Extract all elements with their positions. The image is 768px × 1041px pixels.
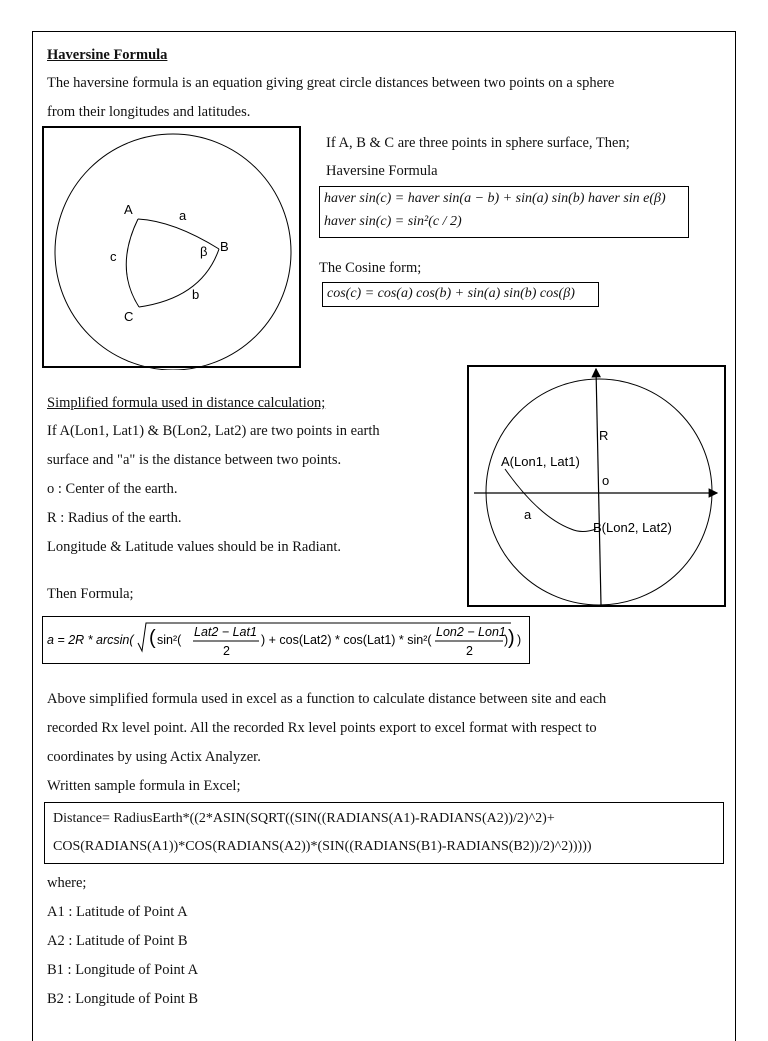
cosine-subtitle: The Cosine form; bbox=[319, 260, 422, 276]
point-b-label: B(Lon2, Lat2) bbox=[593, 520, 672, 535]
formula-term-2: ) + cos(Lat2) * cos(Lat1) * sin²( bbox=[261, 633, 432, 647]
angle-beta-label: β bbox=[200, 244, 208, 259]
main-formula-svg bbox=[43, 617, 527, 661]
open-bracket: ( bbox=[149, 627, 156, 649]
distance-a-label: a bbox=[524, 507, 532, 522]
arc-c bbox=[126, 219, 139, 307]
haversine-equation-box bbox=[319, 186, 689, 238]
side-c-label: c bbox=[110, 249, 117, 264]
cosine-equation: cos(c) = cos(a) cos(b) + sin(a) sin(b) cos(β) bbox=[327, 286, 575, 301]
side-b-label: b bbox=[192, 287, 200, 302]
section-heading: Haversine Formula bbox=[47, 47, 168, 63]
side-a-label: a bbox=[179, 208, 187, 223]
simplified-line-4: R : Radius of the earth. bbox=[47, 510, 182, 526]
paragraph-line-1: Above simplified formula used in excel as a function to calculate distance between site and each bbox=[47, 691, 607, 707]
points-text: If A, B & C are three points in sphere surface, Then; bbox=[326, 135, 630, 151]
simplified-line-5: Longitude & Latitude values should be in Radiant. bbox=[47, 539, 341, 555]
formula-term-1: sin²( bbox=[157, 633, 182, 647]
fraction-2-denominator: 2 bbox=[466, 644, 473, 658]
spherical-triangle-figure bbox=[42, 126, 301, 368]
intro-line-1: The haversine formula is an equation giving great circle distances between two points on a sphere bbox=[47, 75, 615, 91]
fraction-1-denominator: 2 bbox=[223, 644, 230, 658]
paragraph-line-3: coordinates by using Actix Analyzer. bbox=[47, 749, 261, 765]
vertex-c-label: C bbox=[124, 309, 134, 324]
radius-label: R bbox=[599, 428, 609, 443]
sphere-circle bbox=[55, 134, 291, 370]
main-formula-box bbox=[42, 616, 530, 664]
haversine-subtitle: Haversine Formula bbox=[326, 163, 438, 179]
formula-close: ) bbox=[517, 633, 522, 647]
definition-b2: B2 : Longitude of Point B bbox=[47, 991, 199, 1007]
formula-term-3: ) bbox=[504, 633, 509, 647]
earth-figure bbox=[467, 365, 726, 607]
spherical-triangle-svg bbox=[44, 128, 303, 370]
cosine-equation-box bbox=[322, 282, 599, 307]
paragraph-line-4: Written sample formula in Excel; bbox=[47, 778, 241, 794]
vertex-b-label: B bbox=[220, 239, 229, 254]
point-a-label: A(Lon1, Lat1) bbox=[501, 454, 580, 469]
simplified-line-3: o : Center of the earth. bbox=[47, 481, 178, 497]
definition-b1: B1 : Longitude of Point A bbox=[47, 962, 199, 978]
where-label: where; bbox=[47, 875, 87, 891]
then-formula-label: Then Formula; bbox=[47, 586, 134, 602]
excel-formula-line-2: COS(RADIANS(A1))*COS(RADIANS(A2))*(SIN((RADIANS(B1)-RADIANS(B2))/2)^2))))) bbox=[53, 839, 592, 854]
definition-a2: A2 : Latitude of Point B bbox=[47, 933, 188, 949]
vertical-axis bbox=[596, 369, 601, 605]
simplified-title: Simplified formula used in distance calculation; bbox=[47, 395, 326, 411]
intro-line-2: from their longitudes and latitudes. bbox=[47, 104, 251, 120]
simplified-line-1: If A(Lon1, Lat1) & B(Lon2, Lat2) are two points in earth bbox=[47, 423, 380, 439]
center-o-label: o bbox=[602, 473, 610, 488]
close-bracket: ) bbox=[508, 627, 515, 649]
excel-formula-box bbox=[44, 802, 724, 864]
distance-arc bbox=[505, 469, 596, 532]
vertex-a-label: A bbox=[124, 202, 133, 217]
haversine-equation-1: haver sin(c) = haver sin(a − b) + sin(a) sin(b) haver sin e(β) bbox=[324, 191, 666, 206]
haversine-equation-2: haver sin(c) = sin²(c / 2) bbox=[324, 214, 462, 229]
earth-svg bbox=[469, 367, 728, 609]
fraction-1-numerator: Lat2 − Lat1 bbox=[194, 625, 257, 639]
fraction-2-numerator: Lon2 − Lon1 bbox=[436, 625, 506, 639]
paragraph-line-2: recorded Rx level point. All the recorded Rx level points export to excel format with respect to bbox=[47, 720, 597, 736]
definition-a1: A1 : Latitude of Point A bbox=[47, 904, 188, 920]
excel-formula-line-1: Distance= RadiusEarth*((2*ASIN(SQRT((SIN((RADIANS(A1)-RADIANS(A2))/2)^2)+ bbox=[53, 811, 555, 826]
formula-lhs: a = 2R * arcsin( bbox=[47, 633, 134, 647]
simplified-line-2: surface and "a" is the distance between two points. bbox=[47, 452, 342, 468]
